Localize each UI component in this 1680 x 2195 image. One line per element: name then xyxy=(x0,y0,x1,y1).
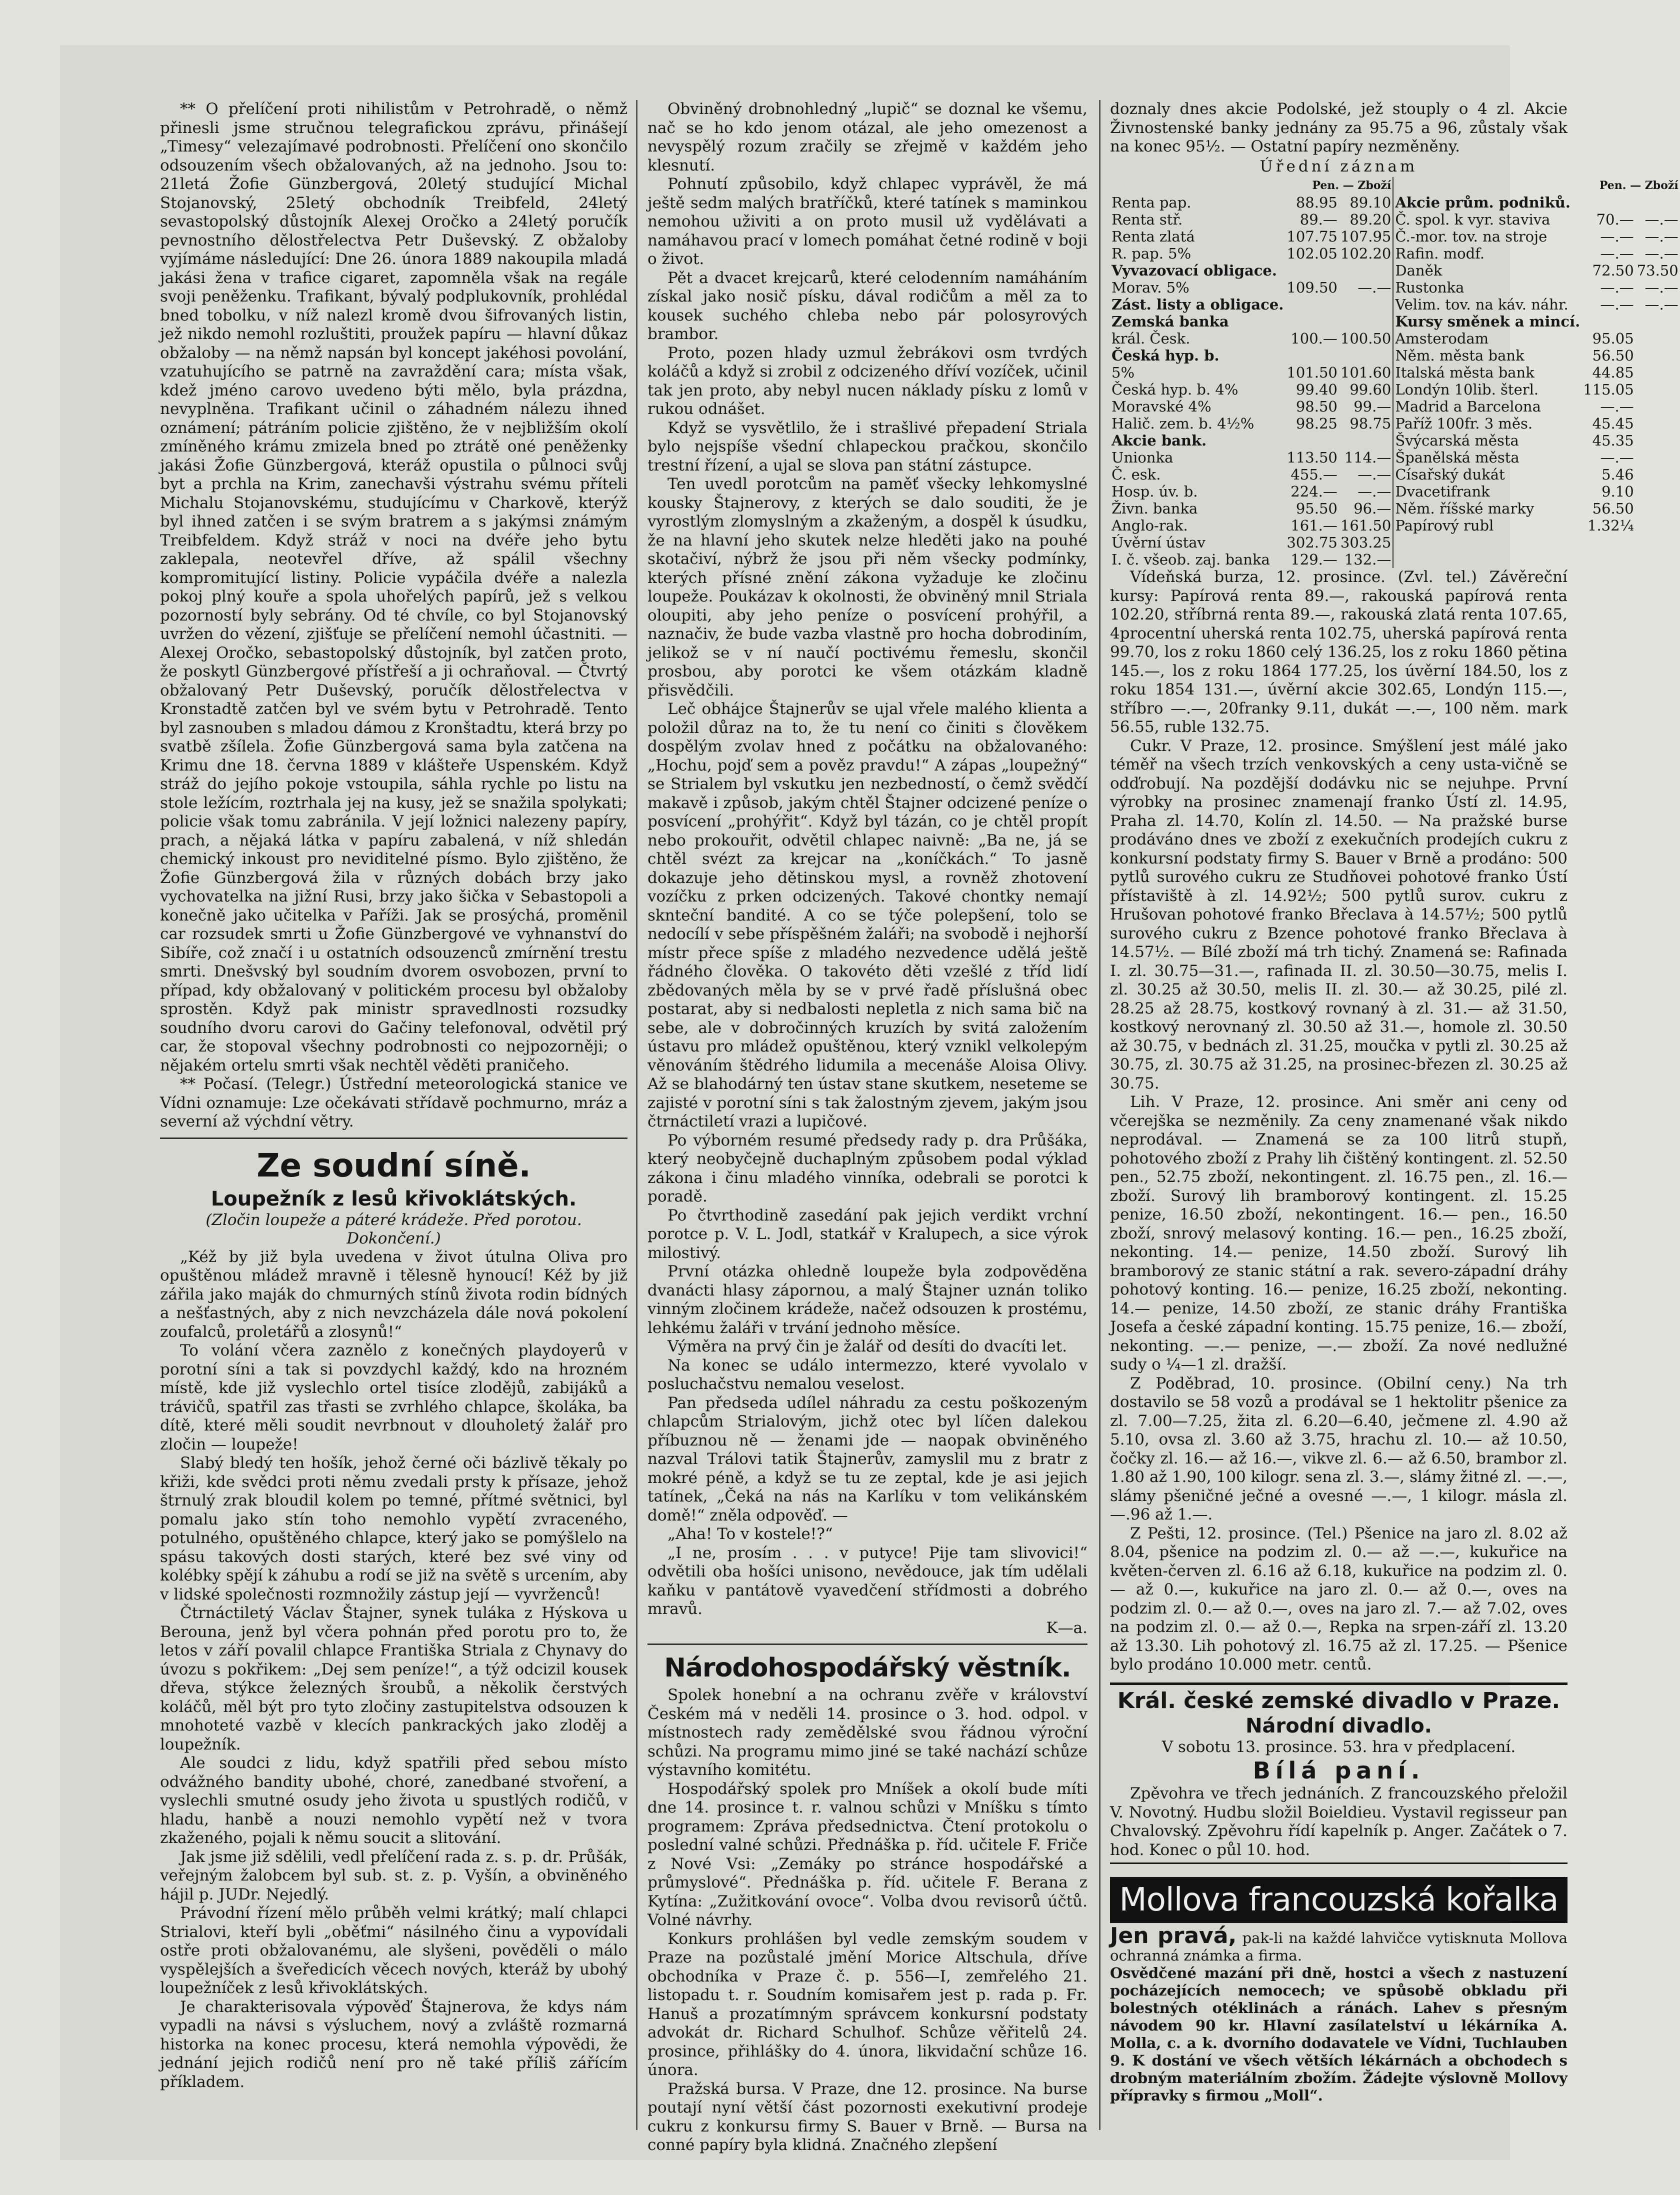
paragraph: Pohnutí způsobilo, když chlapec vyprávěl, že má ještě sedm malých bratříčků, které tatínek s maminkou nemohou uživiti a on proto musil už vydělávati a namáhavou prací v lomech pomáhat četné rodině v boji o život. xyxy=(648,175,1088,268)
paragraph: Ale soudci z lidu, když spatřili před sebou místo odvážného bandity ubohé, choré, zanedbané stvoření, a vyslechli smutné osudy jeho života u spustlých rodičů, v hladu, hanbě a nouzi nemohlo vypětí než v tvora zkaženého, pojali k němu soucit a slitování. xyxy=(160,1754,628,1847)
theatre-play: Bílá paní. xyxy=(1252,1757,1425,1784)
paragraph: Pan předseda udílel náhradu za cestu poškozeným chlapcům Strialovým, jichž otec byl líčen dalekou příbuznou ně — ženami jde — naopak obviněného nazval Trálovi tatik Štajnerův, zamyslil mu z bratr z mokré péně, a když se tu ze zeptal, kde je asi jejich tatínek, „Čeká na nás na Karlíku v tom velikánském domě!“ zněla odpověď. — xyxy=(648,1394,1088,1524)
rates-value: 224.— xyxy=(1290,483,1338,500)
paragraph: Leč obhájce Štajnerův se ujal vřele malého klienta a položil důraz na to, že tu není co činiti s člověkem dospělým zvolav hned z počátku na obžalovaného: „Hochu, pojď sem a pověz pravdu!“ A zápas „loupežný“ se Strialem byl vskutku jen nezbedností, o čemž svědčí makavě i způsob, jakým chtěl Štajner odcizené peníze o posvícení „prohýřit“. Když byl tázán, co je chtěl propít nebo prokouřit, odvětil chlapec naivně: „Ba ne, já se chtěl svézt za krejcar na „koníčkách.“ To jasně dokazuje jeho dětinskou mysl, a rovněž zhotovení vozíčku z prken odcizených. Takové chontky nemají sknteční bandité. A co se týče polepšení, tolo se nedocílí v sebe příspěšném žaláři; na svobodě i nejhorší místr přece spíše z mladého nezvedence udělá ještě řádného člověka. O takovéto děti vzešlé z tříd lidí zbědovaných měla by se v prvé řadě příslušná obec postarat, aby si nedbalosti nepletla z nich sama bič na sebe, ale v dobročinných kruzích by svitá založením ústavu pro mládež opuštěnou, který vznikl velkolepým věnováním štědrého lidumila a mecenáše Aloisa Olivy. Až se blahodárný ten ústav stane skutkem, neseteme se zajisté v porotní síni s tak žalostným zjevem, jakým jsou čtrnáctiletí vrazi a lupičové. xyxy=(648,700,1088,1130)
rates-row xyxy=(1110,449,1680,466)
advertisement-headline: Jen pravá, xyxy=(1110,1923,1237,1948)
rates-header-left: Pen. — Zboží xyxy=(1312,179,1392,192)
rates-value: 455.— xyxy=(1290,466,1338,483)
rates-row xyxy=(1110,466,1680,483)
rates-label: Rustonka xyxy=(1393,279,1582,296)
article-title-robber: Loupežník z lesů křivoklátských. xyxy=(210,1187,577,1210)
rates-label: Živn. banka xyxy=(1112,500,1198,517)
rates-value xyxy=(1582,313,1635,330)
rates-label: Rafin. modf. xyxy=(1393,245,1582,262)
rates-label: Č. spol. k vyr. staviva xyxy=(1393,211,1582,228)
paragraph: „Aha! To v kostele!?“ xyxy=(668,1525,833,1543)
paragraph: Z Poděbrad, 10. prosince. (Obilní ceny.) Na trh dostavilo se 58 vozů a prodával se 1 hektolitr pšenice za zl. 7.00—7.25, žita zl. 6.20—6.40, ječmene zl. 4.90 až 5.10, ovsa zl. 3.60 až 3.75, hrachu zl. 10.— až 10.50, čočky zl. 16.— až 16.—, vikve zl. 6.— až 6.50, brambor zl. 1.80 až 1.90, 100 kilogr. sena zl. 3.—, slámy žitné zl. —.—, slámy pšeničné ječné a ovesné —.—, 1 kilogr. másla zl. —.96 až 1.—. xyxy=(1110,1374,1568,1524)
rates-value: 98.75 xyxy=(1350,415,1392,432)
rates-row xyxy=(1110,313,1680,330)
rates-value: 56.50 xyxy=(1592,500,1634,517)
rates-label: král. Česk. xyxy=(1112,330,1190,347)
rates-value: —.— xyxy=(1600,296,1634,313)
rates-label: Česká hyp. b. 4% xyxy=(1112,381,1238,398)
rates-value xyxy=(1285,296,1338,313)
rates-value: —.— xyxy=(1358,279,1392,296)
advertisement-banner: Mollova francouzská kořalka xyxy=(1110,1877,1568,1923)
paragraph: To volání včera zaznělo z konečných playdoyerů v porotní síni a tak si povzdychl každý, kdo na hrozném místě, kde již vyslechlo ortel tisíce zlodějů, zabijáků a trávičů, spatřil zas třasti se zvrhlého chlapce, školáka, ba dítě, které měli soudit nevrbnout v dlouholetý žalář pro zločin — loupeže! xyxy=(160,1342,628,1454)
rates-value: 102.05 xyxy=(1286,245,1338,262)
rates-row xyxy=(1110,194,1680,211)
paragraph: První otázka ohledně loupeže byla zodpověděna dvanácti hlasy zápornou, a malý Štajner uznán toliko vinným zločinem krádeže, načež odsouzen k prostému, lehkému žaláři v trvání jednoho měsíce. xyxy=(648,1262,1088,1337)
theatre-description: Zpěvohra ve třech jednáních. Z francouzského přeložil V. Novotný. Hudbu složil Boieldieu. Vystavil regisseur pan Chvalovský. Zpěvohru řídí kapelník p. Anger. Začátek o 7. hod. Konec o půl 10. hod. xyxy=(1110,1784,1568,1859)
rates-value: —.— xyxy=(1600,398,1634,415)
paragraph: Spolek honební a na ochranu zvěře v království Českém má v neděli 14. prosince o 3. hod. odpol. v místnostech rady zemědělské svou řádnou výroční schůzi. Na programu mimo jiné se také nachází schůze výstavního komitétu. xyxy=(648,1686,1088,1779)
rates-label: Zást. listy a obligace. xyxy=(1112,296,1284,313)
rates-value: 99.40 xyxy=(1296,381,1338,398)
rates-label: Renta pap. xyxy=(1112,194,1192,211)
section-title-court: Ze soudní síně. xyxy=(256,1147,531,1184)
rates-row xyxy=(1110,279,1680,296)
rates-label: Hosp. úv. b. xyxy=(1112,483,1198,500)
rates-value xyxy=(1339,347,1393,364)
rates-value: 129.— xyxy=(1290,551,1338,568)
rates-row xyxy=(1110,211,1680,228)
rates-row xyxy=(1110,330,1680,347)
paragraph: Po čtvrthodině zasedání pak jejich verdikt vrchní porotce p. V. L. Jodl, statkář v Kralupech, a sice výrok milostivý. xyxy=(648,1206,1088,1262)
rates-row xyxy=(1110,398,1680,415)
rates-label: I. č. všeob. zaj. banka xyxy=(1112,551,1270,568)
rates-label: Španělská města xyxy=(1393,449,1582,466)
rates-value xyxy=(1636,551,1680,568)
newspaper-page xyxy=(60,45,1678,2160)
rates-label: Unionka xyxy=(1112,449,1174,466)
rates-label: Paříž 100fr. 3 měs. xyxy=(1393,415,1582,432)
rates-value xyxy=(1339,313,1393,330)
rates-value: —.— xyxy=(1358,483,1392,500)
paragraph: „Kéž by již byla uvedena v život útulna Oliva pro opuštěnou mládež mravně i tělesně hynoucí! Kéž by již zářila jako maják do chmurných stínů života rodin bídných a nešťastných, aby z nich nevzcházela dále nová pokolení zoufalců, proletářů a zlosynů!“ xyxy=(160,1248,628,1341)
rates-value xyxy=(1285,347,1338,364)
rates-value: 132.— xyxy=(1344,551,1392,568)
rates-label: Císařský dukát xyxy=(1393,466,1582,483)
rates-value: 98.50 xyxy=(1296,398,1338,415)
rates-row xyxy=(1110,381,1680,398)
rates-value xyxy=(1339,296,1393,313)
rates-row xyxy=(1110,364,1680,381)
rates-label: Něm. říšské marky xyxy=(1393,500,1582,517)
rates-value xyxy=(1636,449,1680,466)
rates-label: Moravské 4% xyxy=(1112,398,1212,415)
rates-row xyxy=(1110,551,1680,568)
rates-row xyxy=(1110,517,1680,534)
paragraph: Slabý bledý ten hošík, jehož černé oči bázlivě těkaly po křiži, kde svědci proti němu zvedali prsty k přísaze, jehož štrnulý zrak bloudil kolem po temné, přítmé světnici, byl pomalu jako stín toho nemohlo vypětí zvraceného, potulného, opuštěného chlapce, který jako se pomýšlelo na spásu takových dosti starých, které bez své viny od kolébky spějí k záhubu a rodí se již na světě s urcením, aby v lidské společnosti rozmnožily zástup její — vyvrženců! xyxy=(160,1454,628,1604)
theatre-venue: Národní divadlo. xyxy=(1246,1714,1432,1738)
paragraph: Jak jsme již sdělili, vedl přelíčení rada z. s. p. dr. Průšák, veřejným žalobcem byl sub. st. z. p. Vyšín, a obviněného hájil p. JUDr. Nejedlý. xyxy=(160,1848,628,1904)
rates-value: 101.60 xyxy=(1340,364,1392,381)
paragraph: Pražská bursa. V Praze, dne 12. prosince. Na burse poutají nyní větší část pozornosti exekutivní prodeje cukru z konkursu firmy S. Bauer v Brně. — Bursa na conné papíry byla klidná. Značného zlepšení xyxy=(648,2080,1088,2154)
rates-row xyxy=(1110,415,1680,432)
rates-label: 5% xyxy=(1112,364,1135,381)
rates-value: —.— xyxy=(1358,466,1392,483)
rates-value xyxy=(1636,364,1680,381)
rates-row xyxy=(1110,432,1680,449)
rates-label: Velim. tov. na káv. náhr. xyxy=(1393,296,1582,313)
rates-value xyxy=(1636,500,1680,517)
column-middle xyxy=(648,100,1088,2154)
rates-value: 70.— xyxy=(1596,211,1634,228)
rates-value xyxy=(1636,330,1680,347)
rates-value: 45.35 xyxy=(1592,432,1634,449)
rates-value: 107.95 xyxy=(1340,228,1392,245)
rates-label: Renta stř. xyxy=(1112,211,1183,228)
rates-label: Česká hyp. b. xyxy=(1112,347,1220,364)
rates-label: Papírový rubl xyxy=(1393,517,1582,534)
rates-label xyxy=(1393,551,1582,568)
rates-value: 102.20 xyxy=(1340,245,1392,262)
paragraph: Hospodářský spolek pro Mníšek a okolí bude míti dne 14. prosince t. r. valnou schůzi v Mníšku s tímto programem: Zpráva předsednictva. Čtení protokolu o poslední valné schůzi. Přednáška p. říd. učitele F. Friče z Nové Vsi: „Zemáky po stránce hospodářské a průmyslové“. Přednáška p. říd. učitele F. Berana z Kytína: „Zužitkování ovoce“. Volba dvou revisorů účtů. Volné návrhy. xyxy=(648,1780,1088,1929)
column-left xyxy=(160,100,628,2130)
rates-label: Morav. 5% xyxy=(1112,279,1190,296)
rates-label: Vyvazovací obligace. xyxy=(1112,262,1277,279)
rates-value xyxy=(1285,313,1338,330)
rates-value: 115.05 xyxy=(1583,381,1634,398)
paragraph: Obviněný drobnohledný „lupič“ se doznal ke všemu, nač se ho kdo jenom otázal, ale jeho omezenost a nevyspělý rozum zračily se zřejmě v každém jeho klesnutí. xyxy=(648,100,1088,174)
advertisement-body xyxy=(1110,1923,1568,2104)
rates-value: 99.60 xyxy=(1350,381,1392,398)
column-right xyxy=(1110,100,1678,2130)
paragraph: Cukr. V Praze, 12. prosince. Smýšlení jest málé jako téměř na všech trzích venkovských a ceny usta-vičně se odďrobují. Na pozdější dodávku nic se nejuhpe. První výrobky na prosinec znamenají franko Ústí zl. 14.95, Praha zl. 14.70, Kolín zl. 14.50. — Na pražské burse prodáváno dnes ve zboží z exekučních prodejích cukru z konkursní podstaty firmy S. Bauer v Brně a prodáno: 500 pytlů surového cukru ze Studňovei pohotové franko Ústí přístaviště à zl. 14.92½; 500 pytlů surov. cukru z Hrušovan pohotové franko Břeclava à 14.57½; 500 pytlů surového cukru z Bzence pohotové franko Břeclava à 14.57½. — Bílé zboží má trh tichý. Znamená se: Rafinada I. zl. 30.75—31.—, rafinada II. zl. 30.50—30.75, melis I. zl. 30.25 až 30.50, melis II. zl. 30.— až 30.25, pilé zl. 28.25 až 28.75, kostkový rovnaný à zl. 31.— až 31.50, kostkový nerovnaný zl. 30.50 až 31.—, homole zl. 30.50 až 30.75, v bednách zl. 31.25, moučka v pytli zl. 30.25 až 30.75, zl. 30.75 až 31.25, na prosinec-březen zl. 30.25 až 30.75. xyxy=(1110,736,1568,1092)
article-weather: ** Počasí. (Telegr.) Ústřední meteorologická stanice ve Vídni oznamuje: Lze očekávati střídavě pochmurno, mráz a severní až výchdní větry. xyxy=(160,1075,628,1130)
rates-label: Úvěrní ústav xyxy=(1112,534,1206,551)
rates-value: 45.45 xyxy=(1592,415,1634,432)
rates-label: Akcie bank. xyxy=(1112,432,1207,449)
rates-value: —.— xyxy=(1600,279,1634,296)
rates-value xyxy=(1339,432,1393,449)
rates-value: —.— xyxy=(1600,228,1634,245)
rates-row xyxy=(1110,245,1680,262)
rates-label: Kursy směnek a mincí. xyxy=(1393,313,1582,330)
rates-value: 161.50 xyxy=(1340,517,1392,534)
paragraph: Čtrnáctiletý Václav Štajner, synek tuláka z Hýskova u Berouna, jenž byl včera pohnán před porotu pro to, že letos v září povalil chlapce Františka Striala z Chynavy do úvozu s pokřikem: „Dej sem peníze!“, a týž odcizil kousek dřeva, stýkce železných šroubů, a několik čerstvých koláčů, měl být pro tyto zločiny zastupitelstva odsouzen k mnohoteté vazbě v klecích pankrackých jako zloděj a loupežník. xyxy=(160,1604,628,1754)
rates-label: Dvacetifrank xyxy=(1393,483,1582,500)
rates-row xyxy=(1110,483,1680,500)
rates-value: 98.25 xyxy=(1296,415,1338,432)
rates-value: 56.50 xyxy=(1592,347,1634,364)
rates-value xyxy=(1636,398,1680,415)
rates-value xyxy=(1636,517,1680,534)
rates-value: 302.75 xyxy=(1286,534,1338,551)
rates-row xyxy=(1110,262,1680,279)
rates-value: 95.50 xyxy=(1296,500,1338,517)
paragraph: Pět a dvacet krejcarů, které celodenním namáháním získal jako nosič písku, dával rodičům a měl za to kousek suchého chleba nebo pár polosyrových brambor. xyxy=(648,268,1088,343)
rates-value: 113.50 xyxy=(1286,449,1338,466)
rates-header-right: Pen. — Zboží xyxy=(1393,177,1680,194)
rates-label: Akcie prům. podniků. xyxy=(1393,194,1582,211)
rates-label: Madrid a Barcelona xyxy=(1393,398,1582,415)
rates-value xyxy=(1636,194,1680,211)
paragraph: Výměra na prvý čin je žalář od desíti do dvacíti let. xyxy=(668,1338,1068,1356)
rates-value: —.— xyxy=(1644,279,1678,296)
rates-value: 161.— xyxy=(1290,517,1338,534)
rates-value: 303.25 xyxy=(1340,534,1392,551)
rates-row xyxy=(1110,347,1680,364)
rates-value: 89.10 xyxy=(1350,194,1392,211)
section-divider xyxy=(648,1644,1088,1645)
rates-value: 9.10 xyxy=(1602,483,1634,500)
rates-value: 73.50 xyxy=(1636,262,1678,279)
column-rule xyxy=(1099,100,1100,2130)
paragraph: Na konec se událo intermezzo, které vyvolalo v posluchačstvu nemalou veselost. xyxy=(648,1356,1088,1393)
rates-value: 96.— xyxy=(1354,500,1392,517)
rates-label: Italská města bank xyxy=(1393,364,1582,381)
paragraph: Konkurs prohlášen byl vedle zemským soudem v Praze na pozůstalé jmění Morice Altschula, dříve obchodníka v Praze č. p. 556—I, zemřelého 21. listopadu t. r. Soudním komisařem jest p. rada p. Fr. Hanuš a prozatímným správcem konkursní podstaty advokát dr. Richard Schulhof. Schůze věřitelů 24. prosince, přihlášky do 4. února, likvidační schůze 16. února. xyxy=(648,1930,1088,2079)
rates-label: Amsterodam xyxy=(1393,330,1582,347)
rates-value xyxy=(1636,313,1680,330)
rates-value xyxy=(1582,194,1635,211)
rates-value xyxy=(1636,381,1680,398)
rates-label: Č. esk. xyxy=(1112,466,1161,483)
rates-value xyxy=(1339,262,1393,279)
rates-value: 109.50 xyxy=(1286,279,1338,296)
rates-value: 89.20 xyxy=(1350,211,1392,228)
rates-value: 5.46 xyxy=(1602,466,1634,483)
theatre-title: Král. české zemské divadlo v Praze. xyxy=(1117,1688,1560,1714)
rates-row xyxy=(1110,228,1680,245)
rates-value xyxy=(1285,432,1338,449)
rates-value xyxy=(1582,551,1635,568)
column-rule xyxy=(636,100,638,2130)
rates-value: 44.85 xyxy=(1592,364,1634,381)
article-subtitle: (Zločin loupeže a páteré krádeže. Před porotou. Dokončení.) xyxy=(206,1210,582,1248)
rates-value: —.— xyxy=(1600,245,1634,262)
rates-label: Londýn 10lib. šterl. xyxy=(1393,381,1582,398)
rates-value: 101.50 xyxy=(1286,364,1338,381)
paragraph: Právodní řízení mělo průběh velmi krátký; malí chlapci Strialovi, kteří byli „oběťmi“ násilného činu a vypovídali ostře proti obžalovanému, ale slyšeni, pověděli o málo vyspělejších a šveředicích věcech nových, kteráž by ubohý loupežníček z lesů křivoklátských. xyxy=(160,1904,628,1997)
rates-value: 88.95 xyxy=(1296,194,1338,211)
rates-value xyxy=(1636,432,1680,449)
paragraph: Je charakterisovala výpověď Štajnerova, že kdys nám vypadli na návsi s výsluchem, nový a zvláště rozmarná historka na konec procesu, která nemohla výpovědi, že jednání jejich rodičů není pro ně také příliš zářícím příkladem. xyxy=(160,1998,628,2091)
rates-value: 99.— xyxy=(1354,398,1392,415)
rates-label: Č.-mor. tov. na stroje xyxy=(1393,228,1582,245)
rates-row xyxy=(1110,534,1680,551)
paragraph: Lih. V Praze, 12. prosince. Ani směr ani ceny od včerejška se nezměnily. Za ceny znamenané však nikdo neprodával. — Znamená se za 100 litrů stupň, pohotového zboží z Prahy lih čištěný kontingent. zl. 52.50 pen., 52.75 zboží, nekontingent. zl. 16.75 pen., zl. 16.— zboží. Surový lih bramborový kontingent. zl. 15.25 penize, 16.50 zboží, nekontingent. 16.— pen., 16.50 zboží, snrový melasový konting. 16.— pen., 16.25 zboží, nekonting. 14.— penize, 14.50 zboží. Surový lih bramborový ze stanic státní a rak. severo-západní dráhy pohotový konting. 16.— penize, 16.25 zboží, nekonting. 14.— penize, 14.50 zboží, ze stanic dráhy Františka Josefa a české západní konting. 15.75 penize, 16.— zboží, nekonting. —.— penize, —.— zboží. Za nové nedlužné sudy o ¼—1 zl. dražší. xyxy=(1110,1093,1568,1374)
rates-value: —.— xyxy=(1644,296,1678,313)
rates-value: 100.— xyxy=(1290,330,1338,347)
paragraph: Proto, pozen hlady uzmul žebrákovi osm tvrdých koláčů a když si zrobil z odcizeného dříví vozíček, učinil tak jen proto, aby nebyl nucen náklady písku z lomů v rukou odnášet. xyxy=(648,344,1088,418)
rates-value xyxy=(1636,466,1680,483)
rates-value xyxy=(1636,347,1680,364)
rates-value: 89.— xyxy=(1300,211,1338,228)
rates-value xyxy=(1582,534,1635,551)
article-nihilists: ** O přelíčení proti nihilistům v Petrohradě, o němž přinesli jsme stručnou telegrafickou zprávu, přinášejí „Timesy“ velezajímavé podrobnosti. Přelíčení ono skončilo odsouzením všech obžalovaných, až na jednoho. Jsou to: 21letá Žofie Günzbergová, 20letý studující Michal Stojanovský, 25letý obchodník Treibfeld, 24letý sevastopolský důstojník Alexej Oročko a 24letý poručík pevnostního dělostřelectva Petr Duševský. Z obžaloby vyjímáme následující: Dne 26. února 1889 nakoupila mladá jakási žena v trafice cigaret, zapomněla však na regále svoji peněženku. Trafikant, bývalý podplukovník, prohlédal bned tobolku, v níž nalezl kromě dvou šifrovaných listin, jež nikdo nemohl rozluštiti, proužek papíru — hlavní důkaz obžaloby — na němž napsán byl koncept jakéhosi povolání, vzatuhujícího se patrně na zavraždění cara; místa však, kdež jméno carovo uvedeno býti mělo, byla prázdna, nevyplněna. Trafikant učinil o záhadném nálezu ihned oznámení; pátráním policie zjištěno, že v nejbližším okolí zmíněného krámu zmizela bned po ztrátě oné peněženky jakási Žofie Günzbergová, kteráž opustila o půlnoci svůj byt a prchla na Krim, zanechavši výstrahu svému příteli Michalu Stojanovskému, studujícímu v Charkově, kterýž byl ihned zatčen i se svým bratrem a s jakýmsi známým Treibfeldem. Když stráž v noci na dvéře jeho bytu zaklepala, neotevřel dříve, až spálil všechny kompromitující listiny. Policie vypáčila dvéře a nalezla pokoj plný kouře a spola uhořelých papírů, jež s velkou pozorností byly sebrány. Od té chvíle, co byl Stojanovský uvržen do vězení, zjišťuje se přelíčení nemohl účastniti. — Alexej Oročko, sebastopolský důstojník, byl zatčen proto, že poskytl Günzbergové přístřeší a ji ochraňoval. — Čtvrtý obžalovaný Petr Duševský, poručík dělostřelectva v Kronstadtě zatčen byl ve svém bytu v Petrohradě. Tento byl zasnouben s mladou dámou z Kronštadtu, která brzy po svatbě zšílela. Žofie Günzbergová sama byla zatčena na Krimu dne 18. června 1889 v klášteře Uspenském. Když stráž do jejího pokoje vstoupila, sáhla rychle po listu na stole ležícím, roztrhala jej na kusy, jež se snažila spolykati; policie však tomu zabránila. V její ložnici nalezeny papíry, prach, a nějaká látka v papíru zabalená, v níž shledán chemický inkoust pro neviditelné písmo. Bylo zjištěno, že Žofie Günzbergová žila v různých dobách brzy jako vychovatelka na jižní Rusi, brzy jako šička v Sebastopoli a konečně jako učitelka v Paříži. Jak se prosýchá, proměnil car rozsudek smrti u Žofie Günzbergové ve vyhnanství do Sibíře, což značí i u ostatních odsouzenců zmírnění trestu smrti. Dnešvský byl soudním dvorem osvobozen, první to případ, kdy obžalovaný v politickém procesu byl obžaloby sprostěn. Když pak ministr spravedlnosti rozsudky soudního dvoru carovi do Gačiny telefonoval, odvětil prý car, že stopoval všechny podrobnosti co nejpozorněji; o nějakém ortelu smrti však nechtěl věděti praničeho. xyxy=(160,100,628,1074)
rates-label: Zemská banka xyxy=(1112,313,1229,330)
author-signature: K—a. xyxy=(1046,1618,1088,1637)
rates-value xyxy=(1636,415,1680,432)
paragraph: „I ne, prosím . . . v putyce! Pije tam slivovici!“ odvětili oba hošíci unisono, nevědouce, jak tím udělali kaňku v pantátově vyavedčení střídmosti a dobrého mravů. xyxy=(648,1544,1088,1618)
section-divider xyxy=(160,1138,628,1139)
paragraph: Ten uvedl porotcům na paměť všecky lehkomyslné kousky Štajnerovy, z kterých se dalo souditi, že je vyrostlým zlomyslným a zkaženým, a dospěl k úsudku, že na hlavní jeho skutek nelze hleděti jako na pouhé skotačiví, nýbrž že jsou při něm všecky podmínky, kterých přísné znění zákona vyžaduje ke zločinu loupeže. Poukázav k okolnosti, že obviněný mnil Striala oloupiti, aby jeho peníze o posvícení prohýřil, a naznačiv, že bude vazba vlastně pro hocha dobrodiním, jelikož se v ní naučí poctivému řemeslu, skončil prosbou, aby porotci ke všem otázkám kladně přisvědčili. xyxy=(648,475,1088,700)
rates-value: 114.— xyxy=(1344,449,1392,466)
rates-table xyxy=(1110,177,1680,568)
paragraph: Po výborném resumé předsedy rady p. dra Průšáka, který neobyčejně duchaplným způsobem podal výklad zákona i činu mladého vinníka, odebrali se porotci k poradě. xyxy=(648,1131,1088,1206)
rates-value xyxy=(1285,262,1338,279)
paragraph: doznaly dnes akcie Podolské, jež stouply o 4 zl. Akcie Živnostenské banky jednány za 95.75 a 96, zůstaly však na konec 95½. — Ostatní papíry nezměněny. xyxy=(1110,100,1568,156)
rates-label: Něm. města bank xyxy=(1393,347,1582,364)
rates-value: 107.75 xyxy=(1286,228,1338,245)
rates-title: Úřední záznam xyxy=(1260,157,1418,176)
rates-value: —.— xyxy=(1600,449,1634,466)
section-title-economy: Národohospodářský věstník. xyxy=(664,1653,1071,1683)
rates-label: R. pap. 5% xyxy=(1112,245,1192,262)
rates-value: 1.32¼ xyxy=(1588,517,1634,534)
rates-value: —.— xyxy=(1644,211,1678,228)
rates-label: Daněk xyxy=(1393,262,1582,279)
rates-value: —.— xyxy=(1644,228,1678,245)
rates-label: Anglo-rak. xyxy=(1112,517,1188,534)
rates-value: 72.50 xyxy=(1592,262,1634,279)
rates-value: —.— xyxy=(1644,245,1678,262)
rates-label: Renta zlatá xyxy=(1112,228,1195,245)
theatre-notice xyxy=(1110,1682,1568,1864)
rates-label: Halič. zem. b. 4½% xyxy=(1112,415,1254,432)
paragraph: Z Pešti, 12. prosince. (Tel.) Pšenice na jaro zl. 8.02 až 8.04, pšenice na podzim zl. 0.— až —.—, kukuřice na květen-červen zl. 6.16 až 6.18, kukuřice na podzim zl. 0.— až 0.—, kukuřice na jaro zl. 0.— až 0.—, oves na podzim zl. 0.— až 0.—, oves na jaro zl. 7.— až 7.02, oves na podzim zl. 0.— až 0.—, Repka na srpen-září zl. 13.20 až 13.30. Lih pohotový zl. 16.75 až zl. 17.25. — Pšenice bylo prodáno 10.000 metr. centů. xyxy=(1110,1524,1568,1674)
advertisement-note: pak-li na každé lahvičce vytisknuta Mollova ochranná známka a firma. xyxy=(1110,1930,1568,1964)
rates-row xyxy=(1110,296,1680,313)
rates-value xyxy=(1636,483,1680,500)
theatre-date: V sobotu 13. prosince. 53. hra v předplacení. xyxy=(1162,1738,1516,1756)
rates-value: 95.05 xyxy=(1592,330,1634,347)
rates-value xyxy=(1636,534,1680,551)
rates-value: 100.50 xyxy=(1340,330,1392,347)
paragraph: Když se vysvětlilo, že i strašlivé přepadení Striala bylo nejspíše všední chlapeckou pračkou, skončilo trestní řízení, a ujal se slova pan státní zástupce. xyxy=(648,418,1088,474)
rates-row xyxy=(1110,500,1680,517)
rates-label xyxy=(1393,534,1582,551)
rates-label: Švýcarská města xyxy=(1393,432,1582,449)
advertisement-text: Osvědčené mazání při dně, hostci a všech z nastuzení pocházejících nemocech; ve spůsobě obkladu při bolestných otéklinách a ránách. Lahev s přesným návodem 90 kr. Hlavní zasílatelství u lékárníka A. Molla, c. a k. dvorního dodavatele ve Vídni, Tuchlauben 9. K dostání ve všech větších lékárnách a obchodech s drobným materiálním zbožím. Žádejte výslovně Mollovy přípravky s firmou „Moll“. xyxy=(1110,1964,1568,2104)
paragraph: Vídeňská burza, 12. prosince. (Zvl. tel.) Závěreční kursy: Papírová renta 89.—, rakouská papírová renta 102.20, stříbrná renta 89.—, rakouská zlatá renta 107.65, 4procentní uherská renta 102.75, uherská papírová renta 99.70, los z roku 1860 celý 136.25, los z roku 1860 pětina 145.—, los z roku 1864 177.25, los úvěrní 184.50, los z roku 1854 131.—, úvěrní akcie 302.65, Londýn 115.—, stříbro —.—, 20franky 9.11, dukát —.—, 100 něm. mark 56.55, ruble 132.75. xyxy=(1110,568,1568,736)
